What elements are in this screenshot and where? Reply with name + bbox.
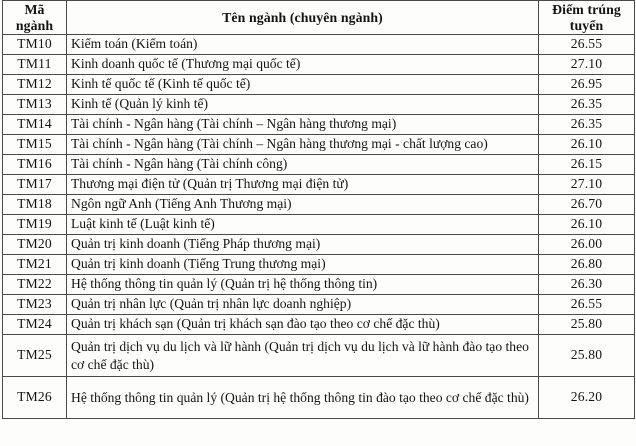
- cell-major-code: TM17: [3, 175, 67, 195]
- cell-admission-score: 27.10: [539, 175, 635, 195]
- cell-major-name: Kiểm toán (Kiểm toán): [67, 35, 539, 55]
- admission-scores-table: [2, 0, 635, 419]
- cell-admission-score: 26.95: [539, 75, 635, 95]
- cell-major-code: TM15: [3, 135, 67, 155]
- table-row: [3, 35, 635, 55]
- cell-major-name: Quản trị nhân lực (Quản trị nhân lực doanh nghiệp): [67, 295, 539, 315]
- table-row: [3, 235, 635, 255]
- cell-major-code: TM14: [3, 115, 67, 135]
- cell-major-name: Tài chính - Ngân hàng (Tài chính công): [67, 155, 539, 175]
- cell-admission-score: 26.10: [539, 215, 635, 235]
- table-row: [3, 377, 635, 419]
- cell-major-code: TM20: [3, 235, 67, 255]
- table-row: [3, 55, 635, 75]
- cell-major-name: Ngôn ngữ Anh (Tiếng Anh Thương mại): [67, 195, 539, 215]
- table-row: [3, 195, 635, 215]
- table-row: [3, 215, 635, 235]
- cell-major-name: Thương mại điện tử (Quản trị Thương mại điện tử): [67, 175, 539, 195]
- cell-major-name: Quản trị kinh doanh (Tiếng Trung thương mại): [67, 255, 539, 275]
- cell-major-code: TM24: [3, 315, 67, 335]
- cell-admission-score: 26.55: [539, 295, 635, 315]
- cell-major-name: Kinh tế (Quản lý kinh tế): [67, 95, 539, 115]
- cell-admission-score: 27.10: [539, 55, 635, 75]
- cell-major-code: TM18: [3, 195, 67, 215]
- cell-admission-score: 26.80: [539, 255, 635, 275]
- table-header: [3, 1, 635, 35]
- cell-admission-score: 26.30: [539, 275, 635, 295]
- cell-major-name: Tài chính - Ngân hàng (Tài chính – Ngân hàng thương mại): [67, 115, 539, 135]
- cell-major-code: TM11: [3, 55, 67, 75]
- cell-major-name: Hệ thống thông tin quản lý (Quản trị hệ thống thông tin): [67, 275, 539, 295]
- table-row: [3, 115, 635, 135]
- cell-major-name: Tài chính - Ngân hàng (Tài chính – Ngân hàng thương mại - chất lượng cao): [67, 135, 539, 155]
- table-row: [3, 75, 635, 95]
- table-row: [3, 315, 635, 335]
- cell-admission-score: 26.35: [539, 95, 635, 115]
- table-row: [3, 155, 635, 175]
- cell-major-code: TM13: [3, 95, 67, 115]
- cell-major-name: Kinh doanh quốc tế (Thương mại quốc tế): [67, 55, 539, 75]
- column-header-major-name: Tên ngành (chuyên ngành): [67, 1, 539, 35]
- table-row: [3, 135, 635, 155]
- cell-major-code: TM19: [3, 215, 67, 235]
- cell-major-code: TM25: [3, 335, 67, 377]
- cell-major-code: TM23: [3, 295, 67, 315]
- table-body: [3, 35, 635, 419]
- table-row: [3, 335, 635, 377]
- table-row: [3, 295, 635, 315]
- cell-major-code: TM12: [3, 75, 67, 95]
- cell-admission-score: 25.80: [539, 315, 635, 335]
- cell-major-name: Hệ thống thông tin quản lý (Quản trị hệ thống thông tin đào tạo theo cơ chế đặc thù): [67, 377, 539, 419]
- cell-major-code: TM26: [3, 377, 67, 419]
- cell-admission-score: 26.10: [539, 135, 635, 155]
- cell-admission-score: 26.15: [539, 155, 635, 175]
- column-header-major-code: Mã ngành: [3, 1, 67, 35]
- column-header-admission-score: Điểm trúng tuyển: [539, 1, 635, 35]
- cell-major-name: Quản trị dịch vụ du lịch và lữ hành (Quản trị dịch vụ du lịch và lữ hành đào tạo theo cơ chế đặc thù): [67, 335, 539, 377]
- table-row: [3, 255, 635, 275]
- cell-major-name: Luật kinh tế (Luật kinh tế): [67, 215, 539, 235]
- cell-admission-score: 26.55: [539, 35, 635, 55]
- cell-major-name: Kinh tế quốc tế (Kinh tế quốc tế): [67, 75, 539, 95]
- cell-major-name: Quản trị khách sạn (Quản trị khách sạn đào tạo theo cơ chế đặc thù): [67, 315, 539, 335]
- cell-major-code: TM10: [3, 35, 67, 55]
- cell-admission-score: 25.80: [539, 335, 635, 377]
- cell-major-code: TM21: [3, 255, 67, 275]
- cell-major-name: Quản trị kinh doanh (Tiếng Pháp thương mại): [67, 235, 539, 255]
- table-row: [3, 95, 635, 115]
- cell-admission-score: 26.35: [539, 115, 635, 135]
- cell-major-code: TM22: [3, 275, 67, 295]
- cell-admission-score: 26.70: [539, 195, 635, 215]
- table-row: [3, 275, 635, 295]
- cell-admission-score: 26.00: [539, 235, 635, 255]
- cell-admission-score: 26.20: [539, 377, 635, 419]
- table-header-row: [3, 1, 635, 35]
- cell-major-code: TM16: [3, 155, 67, 175]
- table-row: [3, 175, 635, 195]
